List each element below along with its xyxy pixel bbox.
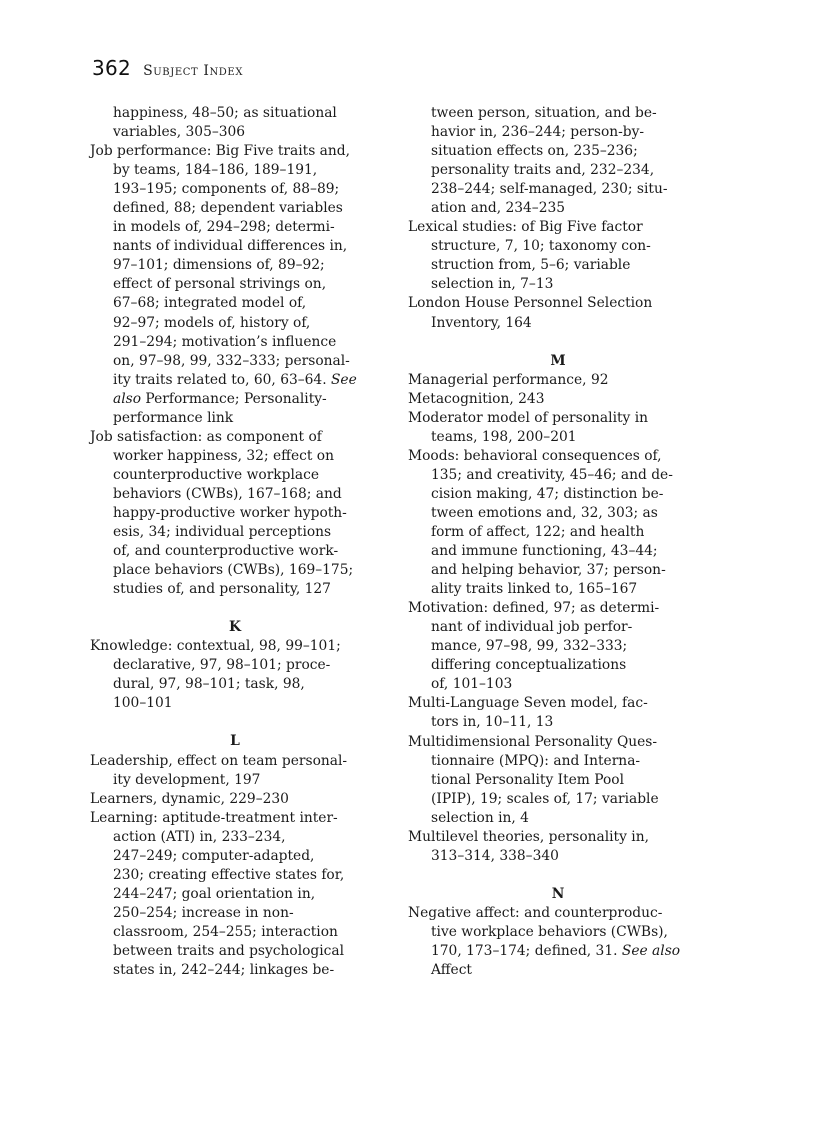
index-line: Multidimensional Personality Ques-: [408, 733, 658, 750]
index-line: Affect: [431, 962, 472, 979]
index-line: by teams, 184–186, 189–191,: [113, 162, 318, 179]
index-line: and immune functioning, 43–44;: [431, 543, 658, 560]
index-line: Inventory, 164: [431, 314, 532, 331]
index-line: 244–247; goal orientation in,: [113, 885, 316, 902]
index-line: effect of personal strivings on,: [113, 276, 327, 293]
index-line: Job satisfaction: as component of: [90, 428, 322, 445]
index-entry-negative-affect: [408, 904, 708, 980]
index-line: Multi-Language Seven model, fac-: [408, 695, 648, 712]
index-line: ity development, 197: [113, 771, 261, 788]
index-line: and helping behavior, 37; person-: [431, 562, 666, 579]
index-line: 230; creating effective states for,: [113, 866, 345, 883]
index-line: Motivation: defined, 97; as determi-: [408, 600, 660, 617]
section-letter-l: L: [230, 733, 240, 750]
index-line: Moods: behavioral consequences of,: [408, 447, 662, 464]
index-entry-happiness-cont: [90, 104, 380, 142]
index-line: tween person, situation, and be-: [431, 105, 657, 121]
index-line: between traits and psychological: [113, 942, 345, 959]
index-line: [90, 371, 380, 390]
index-line: place behaviors (CWBs), 169–175;: [113, 562, 354, 579]
index-line: [90, 390, 380, 409]
index-entry-multilevel-theories: [408, 828, 708, 866]
index-line: differing conceptualizations: [431, 657, 627, 674]
index-line: 193–195; components of, 88–89;: [113, 181, 340, 198]
index-line: on, 97–98, 99, 332–333; personal-: [113, 352, 350, 369]
index-line: 67–68; integrated model of,: [113, 295, 307, 312]
index-line: action (ATI) in, 233–234,: [113, 828, 286, 845]
index-line: selection in, 7–13: [431, 276, 554, 293]
right-column: [408, 104, 708, 980]
section-letter-k: K: [229, 619, 241, 636]
index-line: nants of individual differences in,: [113, 238, 348, 255]
index-line: defined, 88; dependent variables: [113, 200, 343, 217]
see-also-reference: also: [113, 390, 142, 407]
index-line: teams, 198, 200–201: [431, 428, 577, 445]
index-line: counterproductive workplace: [113, 466, 320, 483]
index-line: happiness, 48–50; as situational: [113, 105, 337, 121]
index-text: Performance; Personality-: [141, 390, 327, 407]
index-line: [408, 942, 708, 961]
index-entry-job-performance: [90, 142, 380, 428]
index-line: states in, 242–244; linkages be-: [113, 962, 335, 979]
index-line: structure, 7, 10; taxonomy con-: [431, 238, 651, 255]
index-line: Knowledge: contextual, 98, 99–101;: [90, 638, 341, 655]
index-line: situation effects on, 235–236;: [431, 143, 638, 160]
index-line: variables, 305–306: [113, 124, 246, 141]
index-line: ality traits linked to, 165–167: [431, 581, 638, 598]
index-line: of, 101–103: [431, 676, 513, 693]
index-line: classroom, 254–255; interaction: [113, 923, 338, 940]
see-reference: See: [330, 371, 357, 388]
index-line: personality traits and, 232–234,: [431, 162, 655, 179]
index-line: havior in, 236–244; person-by-: [431, 124, 645, 141]
index-line: tween emotions and, 32, 303; as: [431, 504, 658, 521]
index-line: Lexical studies: of Big Five factor: [408, 219, 643, 236]
index-line: 250–254; increase in non-: [113, 904, 294, 921]
index-line: selection in, 4: [431, 809, 529, 826]
index-line: Leadership, effect on team personal-: [90, 752, 348, 769]
index-line: declarative, 97, 98–101; proce-: [113, 657, 331, 674]
index-entry-learning-cont: [408, 104, 708, 218]
index-line: Negative affect: and counterproduc-: [408, 904, 663, 921]
page-number: 362: [92, 56, 132, 80]
index-line: Moderator model of personality in: [408, 409, 649, 426]
index-line: 100–101: [113, 695, 173, 712]
index-line: 135; and creativity, 45–46; and de-: [431, 466, 673, 483]
index-line: happy-productive worker hypoth-: [113, 504, 347, 521]
index-line: Multilevel theories, personality in,: [408, 828, 649, 845]
index-line: tors in, 10–11, 13: [431, 714, 554, 731]
index-line: mance, 97–98, 99, 332–333;: [431, 638, 628, 655]
index-entry-learners: Learners, dynamic, 229–230: [90, 790, 289, 807]
see-also-reference: See also: [621, 942, 681, 959]
page-header: [92, 56, 243, 80]
index-text: 170, 173–174; defined, 31.: [431, 942, 622, 959]
index-line: ation and, 234–235: [431, 200, 566, 217]
index-line: worker happiness, 32; effect on: [113, 447, 334, 464]
index-line: 97–101; dimensions of, 89–92;: [113, 257, 325, 274]
index-line: form of affect, 122; and health: [431, 523, 645, 540]
index-entry-learning: [90, 809, 380, 980]
index-line: 238–244; self-managed, 230; situ-: [431, 181, 668, 198]
index-line: behaviors (CWBs), 167–168; and: [113, 485, 342, 502]
index-line: cision making, 47; distinction be-: [431, 485, 664, 502]
left-column: [90, 104, 380, 980]
index-entry-multi-language: [408, 694, 708, 732]
index-line: (IPIP), 19; scales of, 17; variable: [431, 790, 659, 807]
index-line: nant of individual job perfor-: [431, 619, 633, 636]
index-entry-mpq: [408, 733, 708, 828]
index-entry-lexical-studies: [408, 218, 708, 294]
section-letter-m: M: [550, 352, 566, 369]
index-line: 247–249; computer-adapted,: [113, 847, 315, 864]
index-line: dural, 97, 98–101; task, 98,: [113, 676, 305, 693]
index-entry-knowledge: [90, 637, 380, 713]
index-line: Learning: aptitude-treatment inter-: [90, 809, 338, 826]
index-entry-managerial-performance: Managerial performance, 92: [408, 371, 609, 388]
index-line: 291–294; motivation’s influence: [113, 333, 337, 350]
index-line: 313–314, 338–340: [431, 847, 559, 864]
index-line: in models of, 294–298; determi-: [113, 219, 335, 236]
index-line: of, and counterproductive work-: [113, 543, 339, 560]
index-entry-metacognition: Metacognition, 243: [408, 390, 545, 407]
index-entry-leadership: [90, 752, 380, 790]
index-entry-job-satisfaction: [90, 428, 380, 599]
index-text: ity traits related to, 60, 63–64.: [113, 371, 331, 388]
index-line: tionnaire (MPQ): and Interna-: [431, 752, 641, 769]
index-line: tive workplace behaviors (CWBs),: [431, 923, 668, 940]
index-line: studies of, and personality, 127: [113, 581, 331, 598]
index-line: London House Personnel Selection: [408, 295, 653, 312]
index-entry-moderator-model: [408, 409, 708, 447]
running-head: Subject Index: [143, 63, 244, 79]
index-line: 92–97; models of, history of,: [113, 314, 311, 331]
index-line: Job performance: Big Five traits and,: [90, 143, 350, 160]
index-line: performance link: [113, 409, 234, 426]
index-line: struction from, 5–6; variable: [431, 257, 631, 274]
index-line: esis, 34; individual perceptions: [113, 524, 332, 541]
section-letter-n: N: [551, 885, 565, 902]
index-entry-motivation: [408, 599, 708, 694]
index-line: tional Personality Item Pool: [431, 771, 625, 788]
index-entry-moods: [408, 447, 708, 599]
index-entry-london-house: [408, 294, 708, 332]
